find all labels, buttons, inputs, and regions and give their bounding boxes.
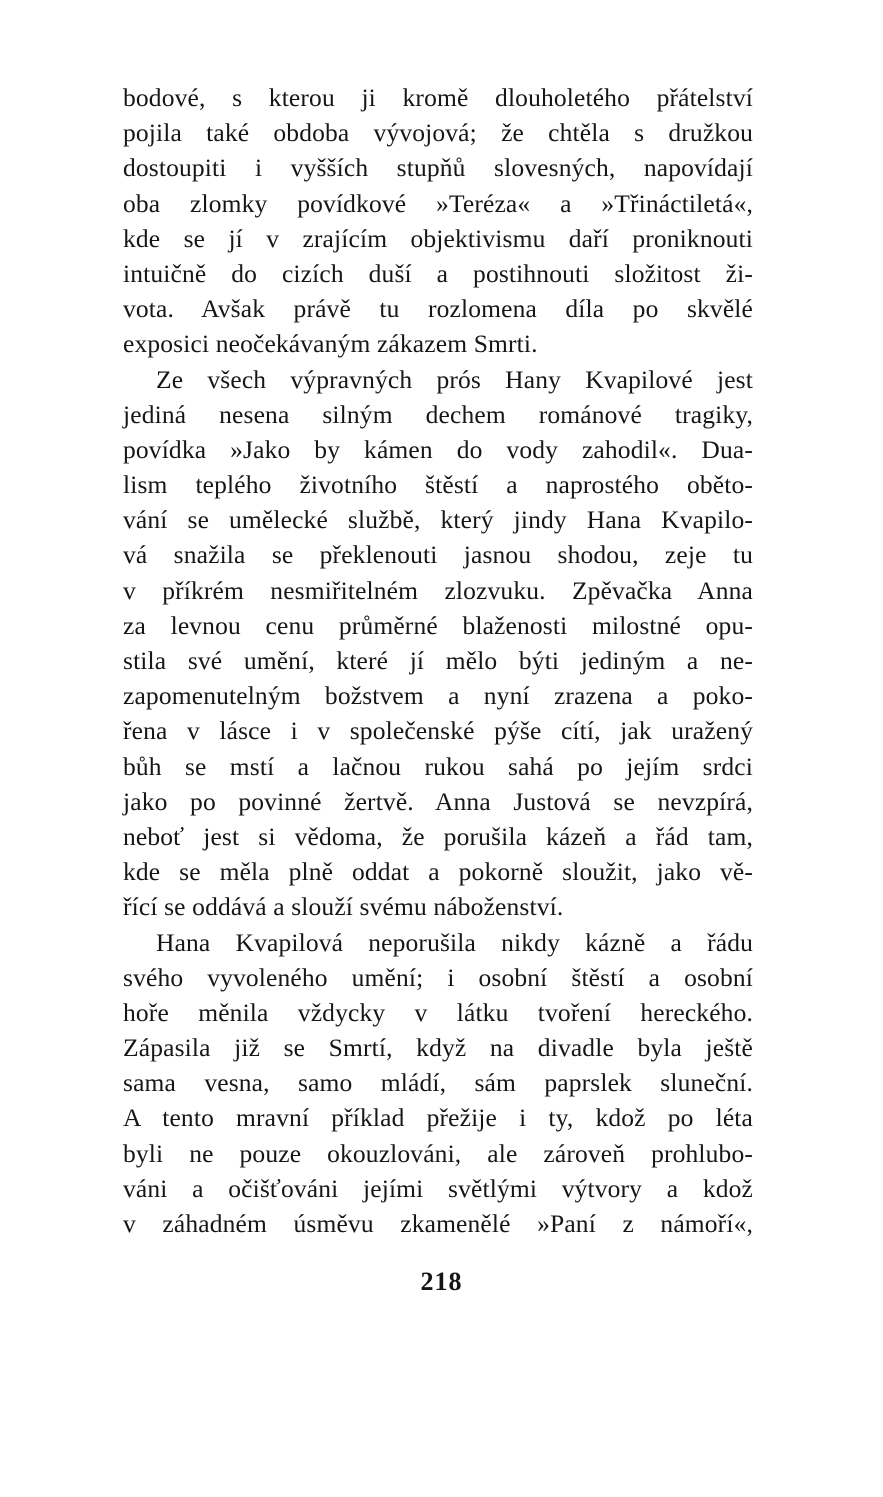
text-line: bodové, s kterou ji kromě dlouholetého přátelství [123, 83, 753, 112]
text-line: řící se oddává a slouží svému náboženství. [123, 892, 564, 922]
text-line: svého vyvoleného umění; i osobní štěstí a osobní [123, 962, 753, 992]
text-line: pojila také obdoba vývojová; že chtěla s družkou [123, 118, 753, 148]
text-line: vání se umělecké službě, který jindy Hana Kvapilo- [123, 505, 753, 535]
text-line: zapomenutelným božstvem a nyní zrazena a poko- [123, 681, 753, 711]
page-number: 218 [420, 1267, 463, 1296]
text-line: vota. Avšak právě tu rozlomena díla po skvělé [123, 294, 753, 324]
text-line: sama vesna, samo mládí, sám paprslek sluneční. [123, 1068, 753, 1098]
text-line: v příkrém nesmiřitelném zlozvuku. Zpěvačka Anna [123, 575, 753, 605]
text-line: bůh se mstí a lačnou rukou sahá po jejím srdci [123, 751, 753, 781]
text-line: povídka »Jako by kámen do vody zahodil«. Dua- [123, 434, 753, 464]
body-text [123, 80, 753, 1241]
text-line: kde se jí v zrajícím objektivismu daří proniknouti [123, 223, 753, 253]
text-line: dostoupiti i vyšších stupňů slovesných, napovídají [123, 153, 753, 183]
text-line: hoře měnila vždycky v látku tvoření hereckého. [123, 997, 753, 1027]
text-line: Hana Kvapilová neporušila nikdy kázně a řádu [156, 927, 753, 957]
text-line: stila své umění, které jí mělo býti jediným a ne- [123, 646, 753, 675]
text-line: byli ne pouze okouzlováni, ale zároveň prohlubo- [123, 1138, 753, 1168]
text-line: jako po povinné žertvě. Anna Justová se nevzpírá, [123, 786, 753, 816]
text-line: vá snažila se překlenouti jasnou shodou, zeje tu [123, 540, 753, 570]
text-line: kde se měla plně oddat a pokorně sloužit, jako vě- [123, 857, 753, 887]
text-line: jediná nesena silným dechem románové tragiky, [123, 399, 753, 429]
text-line: lism teplého životního štěstí a naprostého oběto- [123, 470, 753, 500]
text-line: exposici neočekávaným zákazem Smrti. [123, 329, 538, 359]
text-line: Ze všech výpravných prós Hany Kvapilové jest [156, 364, 753, 394]
text-line: řena v lásce i v společenské pýše cítí, jak uražený [123, 716, 753, 746]
text-line: neboť jest si vědoma, že porušila kázeň a řád tam, [123, 821, 753, 851]
text-line: Zápasila již se Smrtí, když na divadle byla ještě [123, 1033, 753, 1063]
text-line: intuičně do cizích duší a postihnouti složitost ži- [123, 258, 753, 288]
text-line: za levnou cenu průměrné blaženosti milostné opu- [123, 610, 753, 640]
text-line: A tento mravní příklad přežije i ty, kdož po léta [123, 1103, 753, 1133]
text-line: váni a očišťováni jejími světlými výtvory a kdož [123, 1173, 753, 1203]
text-line: v záhadném úsměvu zkamenělé »Paní z námoří«, [123, 1209, 753, 1238]
text-line: oba zlomky povídkové »Teréza« a »Třináctiletá«, [123, 188, 753, 218]
